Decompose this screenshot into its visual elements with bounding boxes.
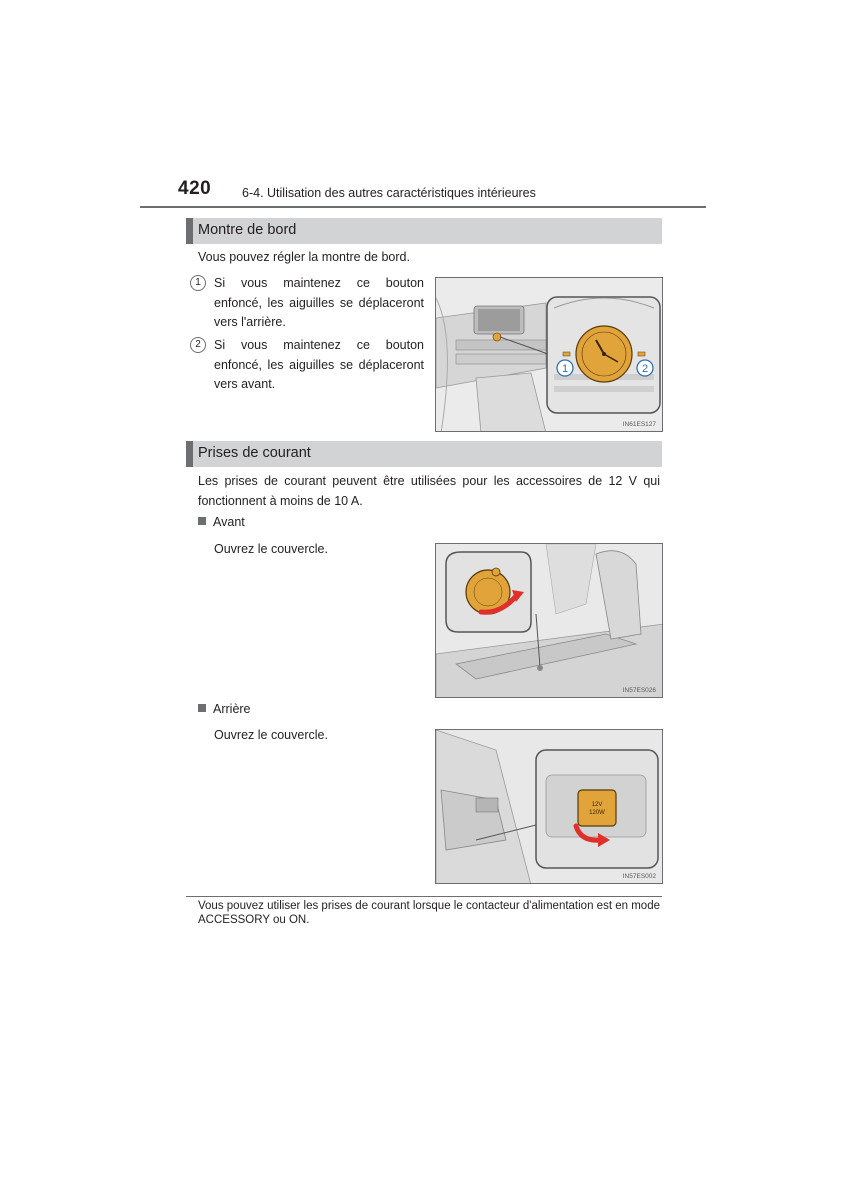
clock-step-1 xyxy=(190,274,426,334)
section-title-clock: Montre de bord xyxy=(198,222,297,238)
subheading-front xyxy=(198,515,245,529)
subheading-rear xyxy=(198,702,251,716)
footer-note: Vous pouvez utiliser les prises de courant lorsque le contacteur d'alimentation est en mode ACCESSORY ou ON. xyxy=(198,900,660,926)
subheading-front-label: Avant xyxy=(213,515,245,529)
callout-2: 2 xyxy=(641,363,649,375)
front-outlet-illustration xyxy=(435,543,663,698)
clock-step-2 xyxy=(190,336,426,396)
section-title-power: Prises de courant xyxy=(198,445,311,461)
front-outlet-drawing xyxy=(436,544,663,698)
step-text-2: Si vous maintenez ce bouton enfoncé, les aiguilles se déplaceront vers avant. xyxy=(214,338,424,391)
rear-outlet-drawing xyxy=(436,730,663,884)
section-heading-power xyxy=(186,441,662,467)
socket-label-voltage: 12V xyxy=(591,802,603,808)
footer-divider xyxy=(186,896,662,897)
power-intro: Les prises de courant peuvent être utilisées pour les accessoires de 12 V qui fonctionnent à moins de 10 A. xyxy=(198,474,660,508)
figure-code-front: IN57ES026 xyxy=(622,687,656,694)
step-text-1: Si vous maintenez ce bouton enfoncé, les aiguilles se déplaceront vers l'arrière. xyxy=(214,276,424,329)
figure-code-rear: IN57ES002 xyxy=(622,873,656,880)
step-number-2: 2 xyxy=(190,337,206,353)
clock-illustration xyxy=(435,277,663,432)
clock-illustration-drawing xyxy=(436,278,663,432)
square-bullet-icon xyxy=(198,704,206,712)
front-instruction: Ouvrez le couvercle. xyxy=(214,542,328,556)
rear-instruction: Ouvrez le couvercle. xyxy=(214,728,328,742)
callout-1: 1 xyxy=(561,363,569,375)
page-number: 420 xyxy=(178,178,212,199)
socket-label-wattage: 120W xyxy=(589,810,605,816)
square-bullet-icon xyxy=(198,517,206,525)
clock-intro: Vous pouvez régler la montre de bord. xyxy=(198,250,410,264)
section-heading-clock xyxy=(186,218,662,244)
step-number-1: 1 xyxy=(190,275,206,291)
figure-code-clock: IN61ES127 xyxy=(622,421,656,428)
subheading-rear-label: Arrière xyxy=(213,702,251,716)
header-divider xyxy=(140,206,706,208)
rear-outlet-illustration xyxy=(435,729,663,884)
chapter-title: 6-4. Utilisation des autres caractéristiques intérieures xyxy=(242,186,536,200)
